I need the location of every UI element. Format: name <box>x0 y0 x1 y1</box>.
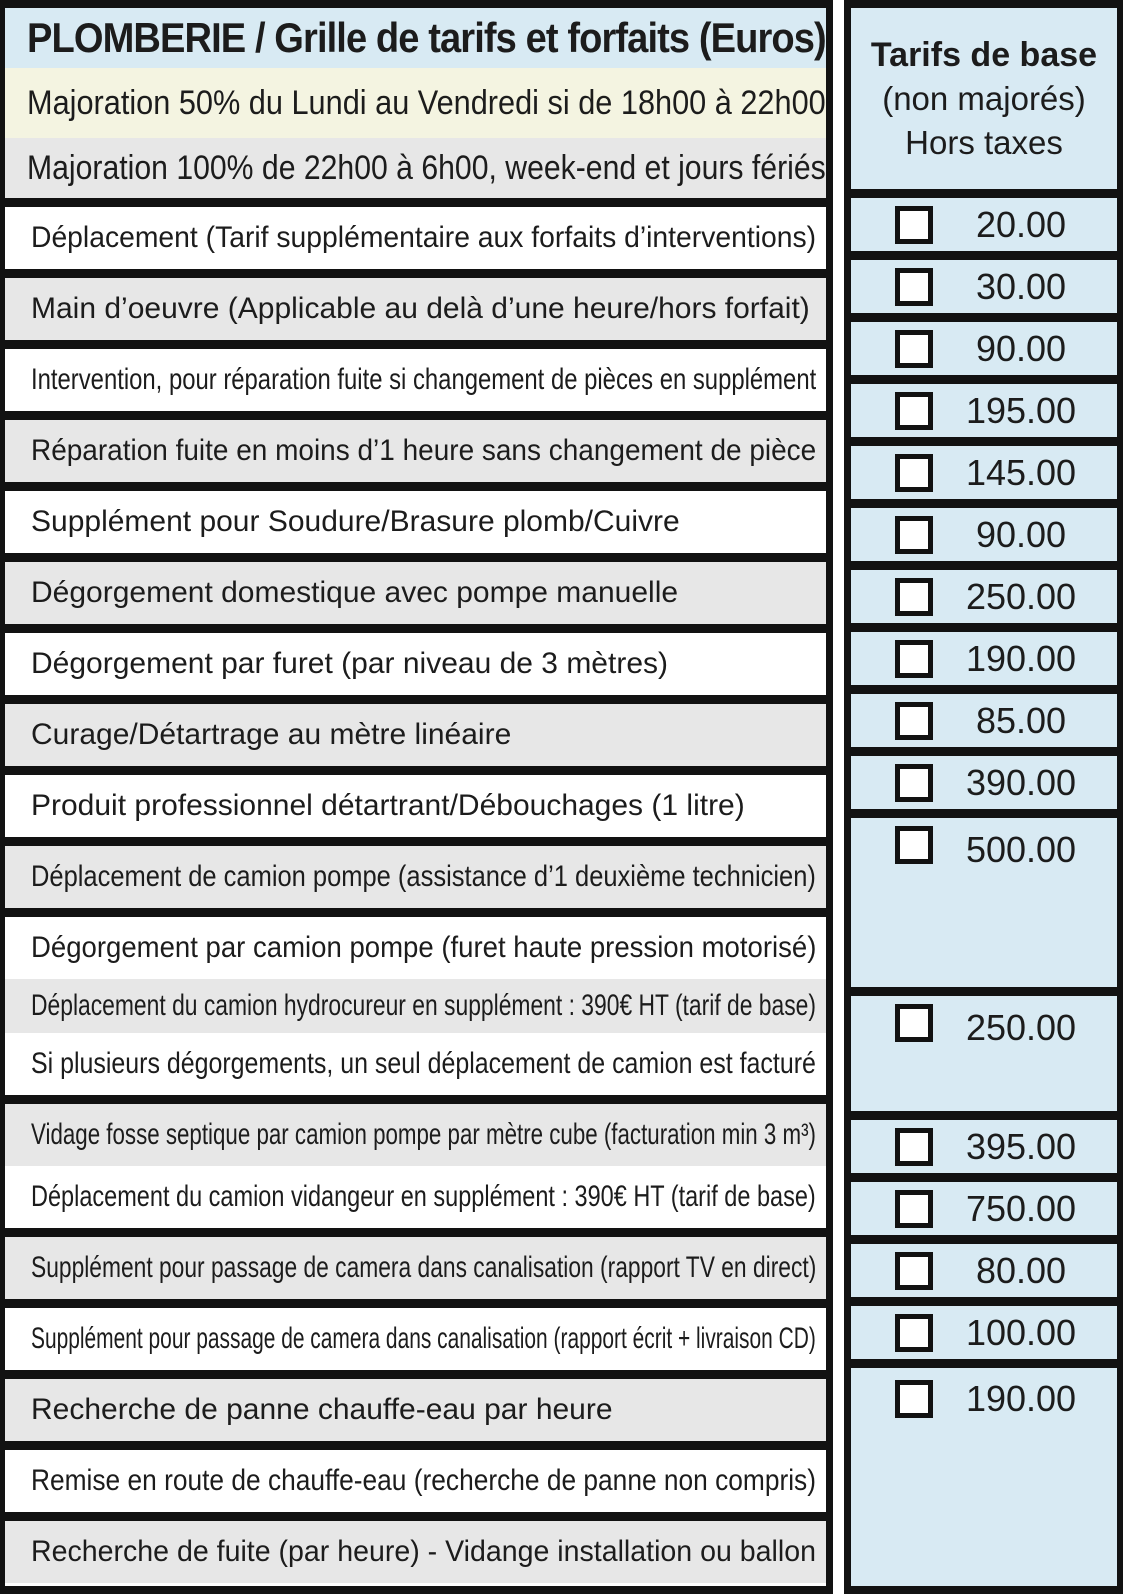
service-row-group <box>5 1379 826 1450</box>
price-value: 20.00 <box>975 203 1067 245</box>
majoration-evening-text: Majoration 50% du Lundi au Vendredi si de 18h00 à 22h00 <box>27 83 826 122</box>
service-row-group <box>5 775 826 846</box>
price-cell <box>851 756 1117 818</box>
price-value: 395.00 <box>965 1125 1077 1167</box>
price-cell <box>851 818 1117 996</box>
service-label: Supplément pour passage de camera dans canalisation (rapport TV en direct) <box>31 1251 816 1284</box>
service-row-group <box>5 420 826 491</box>
service-row <box>5 349 826 411</box>
service-row <box>5 1104 826 1166</box>
service-label: Remise en route de chauffe-eau (recherche de panne non compris) <box>31 1464 816 1497</box>
service-label: Supplément pour passage de camera dans canalisation (rapport écrit + livraison CD) <box>31 1322 816 1355</box>
price-value: 145.00 <box>965 451 1077 493</box>
service-row-group <box>5 1521 826 1583</box>
price-header-line1: Tarifs de base <box>870 35 1098 74</box>
price-cell <box>851 1120 1117 1182</box>
price-cell <box>851 1306 1117 1368</box>
service-note-label: Déplacement du camion vidangeur en supplément : 390€ HT (tarif de base) <box>31 1180 816 1213</box>
price-checkbox[interactable] <box>895 702 933 740</box>
service-row-group <box>5 207 826 278</box>
price-value: 90.00 <box>975 327 1067 369</box>
price-checkbox[interactable] <box>895 826 933 864</box>
service-row-group <box>5 846 826 917</box>
price-value: 80.00 <box>975 1249 1067 1291</box>
table-header <box>5 8 826 207</box>
price-cell <box>851 260 1117 322</box>
service-label: Supplément pour Soudure/Brasure plomb/Cuivre <box>31 505 680 538</box>
price-header-line2: (non majorés) <box>882 79 1086 117</box>
price-checkbox[interactable] <box>895 1380 933 1418</box>
service-row-group <box>5 917 826 1104</box>
service-row <box>5 562 826 624</box>
price-value: 250.00 <box>965 1007 1077 1048</box>
service-row-group <box>5 1308 826 1379</box>
price-column-header <box>851 8 1117 198</box>
service-label: Dégorgement par furet (par niveau de 3 mètres) <box>31 647 668 680</box>
price-cell <box>851 1182 1117 1244</box>
service-row <box>5 207 826 269</box>
service-row <box>5 1379 826 1441</box>
service-label: Recherche de fuite (par heure) - Vidange installation ou ballon <box>31 1535 816 1568</box>
price-cell <box>851 1244 1117 1306</box>
price-checkbox[interactable] <box>895 1314 933 1352</box>
price-cell <box>851 198 1117 260</box>
price-cell <box>851 446 1117 508</box>
price-value: 100.00 <box>965 1311 1077 1353</box>
majoration-evening-note <box>5 68 826 138</box>
service-row <box>5 704 826 766</box>
service-note-label: Déplacement du camion hydrocureur en supplément : 390€ HT (tarif de base) <box>31 989 816 1022</box>
service-label: Vidage fosse septique par camion pompe par mètre cube (facturation min 3 m³) <box>31 1118 816 1151</box>
price-cell <box>851 508 1117 570</box>
price-cell <box>851 570 1117 632</box>
service-label: Dégorgement par camion pompe (furet haute pression motorisé) <box>31 931 816 964</box>
price-cell <box>851 632 1117 694</box>
price-cell <box>851 1368 1117 1430</box>
price-value: 85.00 <box>975 699 1067 741</box>
price-checkbox[interactable] <box>895 1252 933 1290</box>
service-label: Curage/Détartrage au mètre linéaire <box>31 718 512 751</box>
majoration-night-note <box>5 138 826 198</box>
service-row-group <box>5 562 826 633</box>
price-value: 390.00 <box>965 761 1077 803</box>
service-row <box>5 1450 826 1512</box>
service-label: Produit professionnel détartrant/Débouchages (1 litre) <box>31 789 745 822</box>
price-checkbox[interactable] <box>895 578 933 616</box>
service-note-row <box>5 1166 826 1228</box>
service-row-group <box>5 633 826 704</box>
service-row-group <box>5 278 826 349</box>
majoration-night-text: Majoration 100% de 22h00 à 6h00, week-end et jours fériés <box>27 148 826 187</box>
service-label: Déplacement de camion pompe (assistance d’1 deuxième technicien) <box>31 860 816 893</box>
price-checkbox[interactable] <box>895 1128 933 1166</box>
sheet-title <box>5 8 826 68</box>
service-label: Recherche de panne chauffe-eau par heure <box>31 1393 613 1426</box>
service-label: Réparation fuite en moins d’1 heure sans changement de pièce <box>31 434 816 467</box>
service-row-group <box>5 1450 826 1521</box>
price-value: 30.00 <box>975 265 1067 307</box>
price-value: 750.00 <box>965 1187 1077 1229</box>
price-checkbox[interactable] <box>895 206 933 244</box>
price-cell <box>851 384 1117 446</box>
price-value: 195.00 <box>965 389 1077 431</box>
price-value: 90.00 <box>975 513 1067 555</box>
service-row-group <box>5 704 826 775</box>
price-checkbox[interactable] <box>895 640 933 678</box>
price-cell <box>851 694 1117 756</box>
price-cell <box>851 322 1117 384</box>
price-cell <box>851 996 1117 1120</box>
price-header-line3: Hors taxes <box>905 123 1063 161</box>
sheet-title-text: PLOMBERIE / Grille de tarifs et forfaits (Euros) <box>27 14 826 61</box>
price-checkbox[interactable] <box>895 1190 933 1228</box>
price-checkbox[interactable] <box>895 454 933 492</box>
service-row <box>5 775 826 837</box>
service-label: Intervention, pour réparation fuite si changement de pièces en supplément <box>31 363 816 396</box>
price-checkbox[interactable] <box>895 330 933 368</box>
service-row <box>5 420 826 482</box>
service-row-group <box>5 349 826 420</box>
price-column <box>844 0 1123 1594</box>
price-cells <box>851 198 1117 1430</box>
price-value: 190.00 <box>965 637 1077 679</box>
price-value: 500.00 <box>965 829 1077 870</box>
service-label: Dégorgement domestique avec pompe manuelle <box>31 576 679 609</box>
price-value: 190.00 <box>965 1378 1077 1419</box>
service-row-group <box>5 1237 826 1308</box>
price-value: 250.00 <box>965 575 1077 617</box>
price-checkbox[interactable] <box>895 392 933 430</box>
service-row-group <box>5 491 826 562</box>
service-note-row <box>5 1033 826 1095</box>
service-row <box>5 1521 826 1583</box>
service-row <box>5 633 826 695</box>
price-checkbox[interactable] <box>895 1004 933 1042</box>
price-checkbox[interactable] <box>895 516 933 554</box>
service-row-group <box>5 1104 826 1237</box>
service-row <box>5 917 826 979</box>
service-row <box>5 491 826 553</box>
service-row <box>5 846 826 908</box>
service-label: Main d’oeuvre (Applicable au delà d’une heure/hors forfait) <box>31 292 810 325</box>
price-checkbox[interactable] <box>895 268 933 306</box>
service-rows <box>5 207 826 1583</box>
service-row <box>5 1237 826 1299</box>
service-row <box>5 1308 826 1370</box>
service-note-row <box>5 979 826 1033</box>
service-note-label: Si plusieurs dégorgements, un seul déplacement de camion est facturé <box>31 1047 816 1080</box>
price-checkbox[interactable] <box>895 764 933 802</box>
service-label: Déplacement (Tarif supplémentaire aux forfaits d’interventions) <box>31 221 816 254</box>
service-row <box>5 278 826 340</box>
